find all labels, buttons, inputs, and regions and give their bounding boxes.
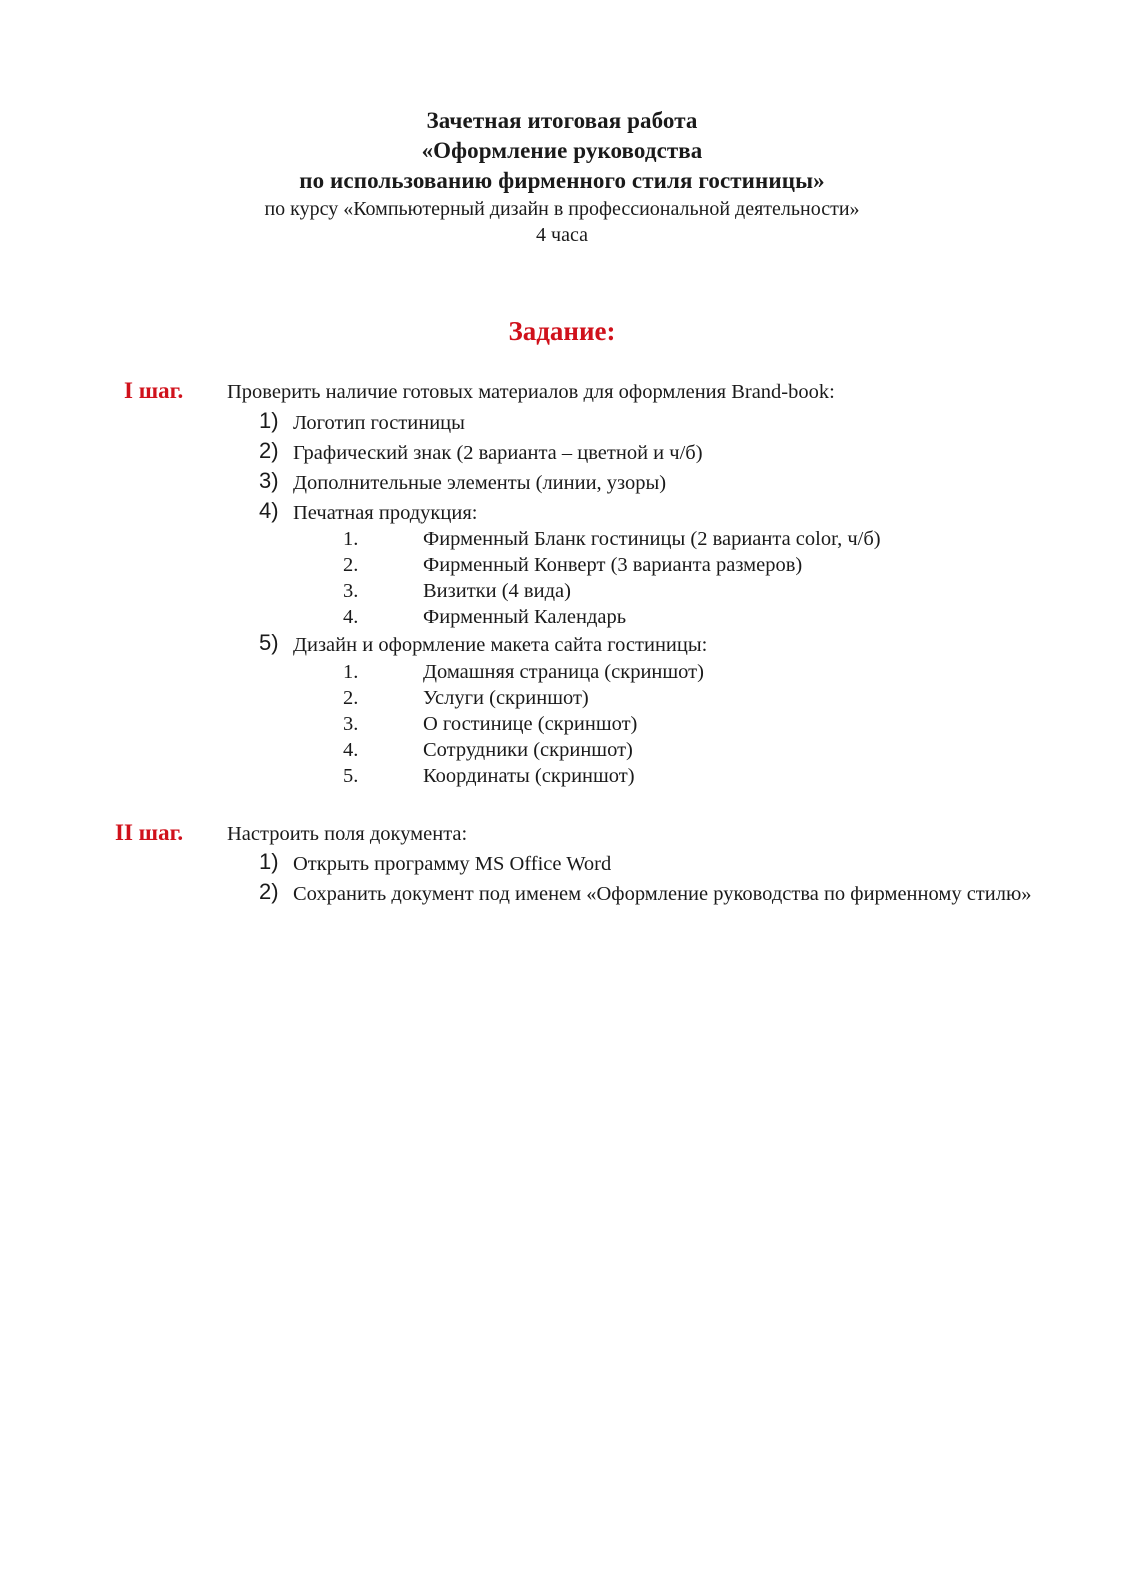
list-item-text: Дизайн и оформление макета сайта гостиницы:: [293, 634, 708, 656]
list-item-number: 2): [259, 879, 279, 904]
course-line: по курсу «Компьютерный дизайн в профессиональной деятельности»: [264, 198, 860, 220]
sublist-item-text: Фирменный Конверт (3 варианта размеров): [423, 554, 803, 576]
list-item: [259, 438, 703, 469]
sublist-item: [0, 659, 1053, 685]
sublist-item-number: 1.: [343, 528, 359, 550]
sublist-item-text: Услуги (скриншот): [423, 687, 589, 709]
list-item-number: 1): [259, 408, 279, 433]
sublist-item-number: 4.: [343, 739, 359, 761]
list-item-number: 2): [259, 438, 279, 463]
step1-list-continued: [259, 630, 708, 659]
sublist-item: [0, 552, 1053, 578]
duration-line: 4 часа: [536, 224, 588, 246]
sublist-item-number: 4.: [343, 606, 359, 628]
list-item: [259, 468, 703, 499]
step1-list: [259, 408, 703, 527]
sublist-item: [0, 604, 1053, 630]
step2-list: [259, 849, 1053, 908]
list-item-text: Печатная продукция:: [293, 502, 478, 524]
step2-label: II шаг.: [115, 820, 184, 845]
list-item-number: 5): [259, 630, 279, 655]
step1-intro: Проверить наличие готовых материалов для оформления Brand-book:: [227, 381, 835, 403]
sublist-item-text: Координаты (скриншот): [423, 765, 635, 787]
title-line-2: «Оформление руководства: [421, 138, 703, 163]
sublist-item-number: 5.: [343, 765, 359, 787]
list-item: [259, 879, 1033, 908]
sublist-item-number: 2.: [343, 687, 359, 709]
list-item: [259, 849, 1053, 880]
sublist-item: [0, 737, 1053, 763]
step1-label: I шаг.: [124, 378, 184, 403]
assignment-heading: Задание:: [508, 316, 616, 346]
sublist-item-text: Фирменный Бланк гостиницы (2 варианта color, ч/б): [423, 528, 881, 550]
list-item: [259, 498, 703, 527]
print-sublist: [293, 526, 1053, 630]
title-block: [0, 106, 1124, 248]
sublist-item-text: О гостинице (скриншот): [423, 713, 638, 735]
site-sublist: [293, 659, 1053, 789]
title-line-1: Зачетная итоговая работа: [426, 108, 698, 133]
sublist-item-number: 1.: [343, 661, 359, 683]
list-item-number: 4): [259, 498, 279, 523]
sublist-item-number: 3.: [343, 580, 359, 602]
step2-intro: Настроить поля документа:: [227, 823, 468, 845]
sublist-item-text: Домашняя страница (скриншот): [423, 661, 704, 683]
list-item-text: Логотип гостиницы: [293, 412, 465, 434]
sublist-item: [0, 578, 1053, 604]
sublist-item: [0, 685, 1053, 711]
sublist-item-number: 3.: [343, 713, 359, 735]
list-item-number: 3): [259, 468, 279, 493]
list-item: [259, 408, 703, 439]
list-item-number: 1): [259, 849, 279, 874]
sublist-item-number: 2.: [343, 554, 359, 576]
sublist-item: [0, 763, 1053, 789]
list-item-text: Сохранить документ под именем «Оформление руководства по фирменному стилю»: [293, 883, 1032, 905]
list-item-text: Открыть программу MS Office Word: [293, 853, 612, 875]
sublist-item: [0, 526, 1053, 552]
list-item: [259, 630, 708, 659]
sublist-item: [0, 711, 1053, 737]
list-item-text: Дополнительные элементы (линии, узоры): [293, 472, 667, 494]
title-line-3: по использованию фирменного стиля гостиницы»: [299, 168, 825, 193]
list-item-text: Графический знак (2 варианта – цветной и ч/б): [293, 442, 703, 464]
sublist-item-text: Сотрудники (скриншот): [423, 739, 633, 761]
sublist-item-text: Фирменный Календарь: [423, 606, 627, 628]
sublist-item-text: Визитки (4 вида): [423, 580, 571, 602]
